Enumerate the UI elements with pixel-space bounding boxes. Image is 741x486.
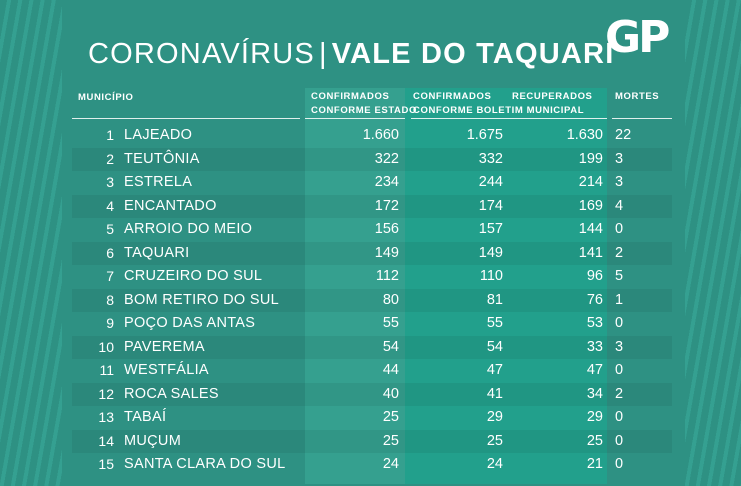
row-mortes: 0 (615, 432, 624, 449)
row-municipio: POÇO DAS ANTAS (124, 315, 256, 331)
row-rank: 10 (98, 338, 114, 355)
row-confirmados: 1.675 (466, 127, 503, 143)
row-estado: 54 (382, 338, 399, 355)
row-rank: 5 (106, 221, 114, 237)
row-estado: 55 (382, 315, 399, 331)
row-municipio: ESTRELA (124, 174, 193, 190)
row-estado: 234 (374, 174, 399, 190)
row-estado: 156 (374, 221, 399, 237)
row-municipio: ROCA SALES (124, 385, 219, 402)
row-municipio: CRUZEIRO DO SUL (124, 268, 263, 284)
row-confirmados: 47 (486, 362, 503, 378)
header-rule-mortes (612, 118, 672, 119)
row-mortes: 4 (615, 197, 624, 214)
decorative-stripes-left (0, 0, 62, 486)
row-estado: 322 (374, 150, 399, 167)
row-recuperados: 29 (586, 409, 603, 425)
row-rank: 9 (106, 315, 114, 331)
header-estado-confirmados: CONFIRMADOS (311, 91, 390, 102)
row-rank: 4 (106, 197, 114, 214)
row-municipio: TABAÍ (124, 409, 167, 425)
row-municipio: ARROIO DO MEIO (124, 221, 253, 237)
row-mortes: 0 (615, 409, 624, 425)
row-estado: 25 (382, 432, 399, 449)
row-rank: 15 (98, 456, 114, 472)
row-mortes: 3 (615, 338, 624, 355)
gp-logo (605, 12, 679, 64)
row-municipio: ENCANTADO (124, 197, 217, 214)
row-mortes: 1 (615, 291, 624, 308)
row-mortes: 0 (615, 456, 624, 472)
row-recuperados: 96 (586, 268, 603, 284)
row-recuperados: 34 (586, 385, 603, 402)
row-recuperados: 21 (586, 456, 603, 472)
page-title-separator: | (318, 38, 328, 70)
row-confirmados: 55 (486, 315, 503, 331)
row-rank: 3 (106, 174, 114, 190)
table-header (72, 88, 672, 124)
row-confirmados: 81 (486, 291, 503, 308)
row-municipio: PAVEREMA (124, 338, 205, 355)
table-row (72, 242, 672, 266)
row-rank: 2 (106, 150, 114, 167)
row-rank: 11 (99, 362, 114, 378)
header-municipal-subtitle: CONFORME BOLETIM MUNICIPAL (413, 105, 585, 116)
table-row (72, 218, 672, 242)
row-confirmados: 29 (486, 409, 503, 425)
row-confirmados: 110 (479, 268, 503, 284)
row-recuperados: 144 (578, 221, 603, 237)
row-recuperados: 141 (578, 244, 603, 261)
row-municipio: WESTFÁLIA (124, 362, 209, 378)
page-title-part1: CORONAVÍRUS (88, 38, 315, 70)
table-row (72, 430, 672, 454)
cases-table (72, 88, 672, 477)
table-row (72, 195, 672, 219)
table-row (72, 336, 672, 360)
header-rule-estado (305, 118, 405, 119)
row-mortes: 22 (615, 127, 632, 143)
row-estado: 24 (382, 456, 399, 472)
row-rank: 7 (106, 268, 114, 284)
row-municipio: BOM RETIRO DO SUL (124, 291, 279, 308)
row-confirmados: 149 (478, 244, 503, 261)
row-estado: 149 (374, 244, 399, 261)
row-confirmados: 24 (486, 456, 503, 472)
row-confirmados: 54 (486, 338, 503, 355)
table-row (72, 148, 672, 172)
row-confirmados: 244 (478, 174, 503, 190)
row-mortes: 0 (615, 315, 624, 331)
header-municipio: MUNICÍPIO (78, 92, 134, 103)
row-estado: 40 (382, 385, 399, 402)
table-row (72, 171, 672, 195)
row-recuperados: 169 (578, 197, 603, 214)
row-confirmados: 174 (478, 197, 503, 214)
row-mortes: 3 (615, 150, 624, 167)
row-recuperados: 33 (586, 338, 603, 355)
row-rank: 12 (98, 385, 114, 402)
header-mortes: MORTES (615, 91, 660, 102)
header-rule-municipio (72, 118, 300, 119)
row-rank: 13 (98, 409, 114, 425)
table-row (72, 453, 672, 477)
logo-text: GP (605, 12, 668, 63)
row-confirmados: 41 (486, 385, 503, 402)
row-mortes: 0 (615, 362, 624, 378)
row-mortes: 3 (615, 174, 624, 190)
row-confirmados: 332 (478, 150, 503, 167)
row-confirmados: 157 (478, 221, 503, 237)
row-recuperados: 199 (578, 150, 603, 167)
table-row (72, 312, 672, 336)
row-estado: 112 (375, 268, 399, 284)
page-title (88, 38, 614, 71)
row-estado: 1.660 (362, 127, 399, 143)
row-estado: 25 (382, 409, 399, 425)
row-recuperados: 1.630 (566, 127, 603, 143)
table-row (72, 124, 672, 148)
row-recuperados: 47 (586, 362, 603, 378)
table-row (72, 406, 672, 430)
row-estado: 44 (382, 362, 399, 378)
header-estado-subtitle: CONFORME ESTADO (311, 105, 417, 116)
row-estado: 80 (382, 291, 399, 308)
row-rank: 8 (106, 291, 114, 308)
header-rule-municipal (411, 118, 607, 119)
row-municipio: MUÇUM (124, 432, 182, 449)
row-mortes: 2 (615, 385, 624, 402)
page-title-part2: VALE DO TAQUARI (331, 38, 615, 70)
row-mortes: 2 (615, 244, 624, 261)
row-recuperados: 25 (586, 432, 603, 449)
table-row (72, 265, 672, 289)
decorative-stripes-right (685, 0, 741, 486)
table-row (72, 289, 672, 313)
row-mortes: 0 (615, 221, 624, 237)
row-mortes: 5 (615, 268, 624, 284)
header-municipal-confirmados: CONFIRMADOS (413, 91, 492, 102)
row-confirmados: 25 (486, 432, 503, 449)
row-municipio: TAQUARI (124, 244, 190, 261)
row-rank: 1 (106, 127, 114, 143)
row-recuperados: 214 (578, 174, 603, 190)
row-recuperados: 76 (586, 291, 603, 308)
row-recuperados: 53 (586, 315, 603, 331)
table-body (72, 124, 672, 477)
row-municipio: SANTA CLARA DO SUL (124, 456, 286, 472)
table-row (72, 383, 672, 407)
header-municipal-recuperados: RECUPERADOS (512, 91, 593, 102)
row-municipio: TEUTÔNIA (124, 150, 200, 167)
table-row (72, 359, 672, 383)
row-estado: 172 (374, 197, 399, 214)
row-rank: 6 (106, 244, 114, 261)
row-municipio: LAJEADO (124, 127, 193, 143)
row-rank: 14 (98, 432, 114, 449)
